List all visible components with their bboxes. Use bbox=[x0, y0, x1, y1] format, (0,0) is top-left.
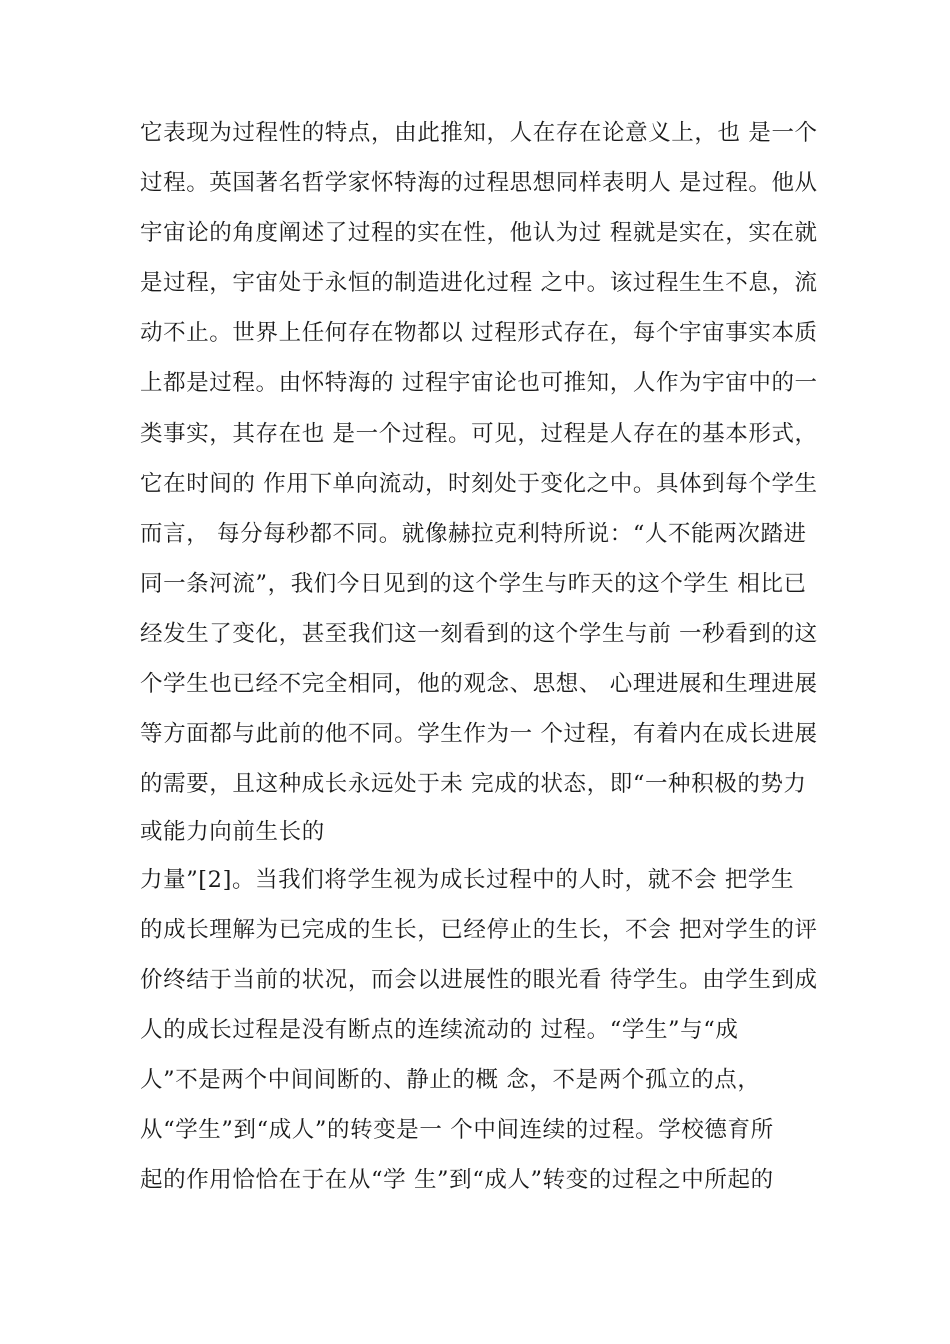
text-line: 它表现为过程性的特点，由此推知，人在存在论意义上，也 是一个 bbox=[140, 120, 818, 146]
text-line: 而言， 每分每秒都不同。就像赫拉克利特所说：“人不能两次踏进 bbox=[140, 521, 807, 547]
text-line: 从“学生”到“成人”的转变是一 个中间连续的过程。学校德育所 bbox=[140, 1117, 774, 1143]
text-line: 人的成长过程是没有断点的连续流动的 过程。“学生”与“成 bbox=[140, 1017, 739, 1043]
text-line: 或能力向前生长的 bbox=[140, 819, 325, 845]
text-line: 起的作用恰恰在于在从“学 生”到“成人”转变的过程之中所起的 bbox=[140, 1167, 774, 1193]
text-line: 过程。英国著名哲学家怀特海的过程思想同样表明人 是过程。他从 bbox=[140, 170, 818, 196]
text-line: 宇宙论的角度阐述了过程的实在性，他认为过 程就是实在，实在就 bbox=[140, 220, 818, 246]
text-line: 动不止。世界上任何存在物都以 过程形式存在，每个宇宙事实本质 bbox=[140, 320, 818, 346]
text-line: 价终结于当前的状况，而会以进展性的眼光看 待学生。由学生到成 bbox=[140, 967, 818, 993]
text-line: 它在时间的 作用下单向流动，时刻处于变化之中。具体到每个学生 bbox=[140, 471, 818, 497]
text-line: 的需要，且这种成长永远处于未 完成的状态，即“一种积极的势力 bbox=[140, 771, 807, 797]
text-line: 人”不是两个中间间断的、静止的概 念，不是两个孤立的点， bbox=[140, 1067, 761, 1093]
text-line: 类事实，其存在也 是一个过程。可见，过程是人存在的基本形式， bbox=[140, 421, 818, 447]
text-line: 个学生也已经不完全相同，他的观念、思想、 心理进展和生理进展 bbox=[140, 671, 818, 697]
text-line: 等方面都与此前的他不同。学生作为一 个过程，有着内在成长进展 bbox=[140, 721, 818, 747]
text-line: 上都是过程。由怀特海的 过程宇宙论也可推知，人作为宇宙中的一 bbox=[140, 370, 818, 396]
text-line: 经发生了变化，甚至我们这一刻看到的这个学生与前 一秒看到的这 bbox=[140, 621, 818, 647]
text-line: 力量”[2]。当我们将学生视为成长过程中的人时，就不会 把学生 bbox=[140, 867, 795, 893]
text-line: 的成长理解为已完成的生长，已经停止的生长，不会 把对学生的评 bbox=[140, 917, 818, 943]
text-line: 同一条河流”，我们今日见到的这个学生与昨天的这个学生 相比已 bbox=[140, 571, 807, 597]
text-line: 是过程，宇宙处于永恒的制造进化过程 之中。该过程生生不息，流 bbox=[140, 270, 818, 296]
